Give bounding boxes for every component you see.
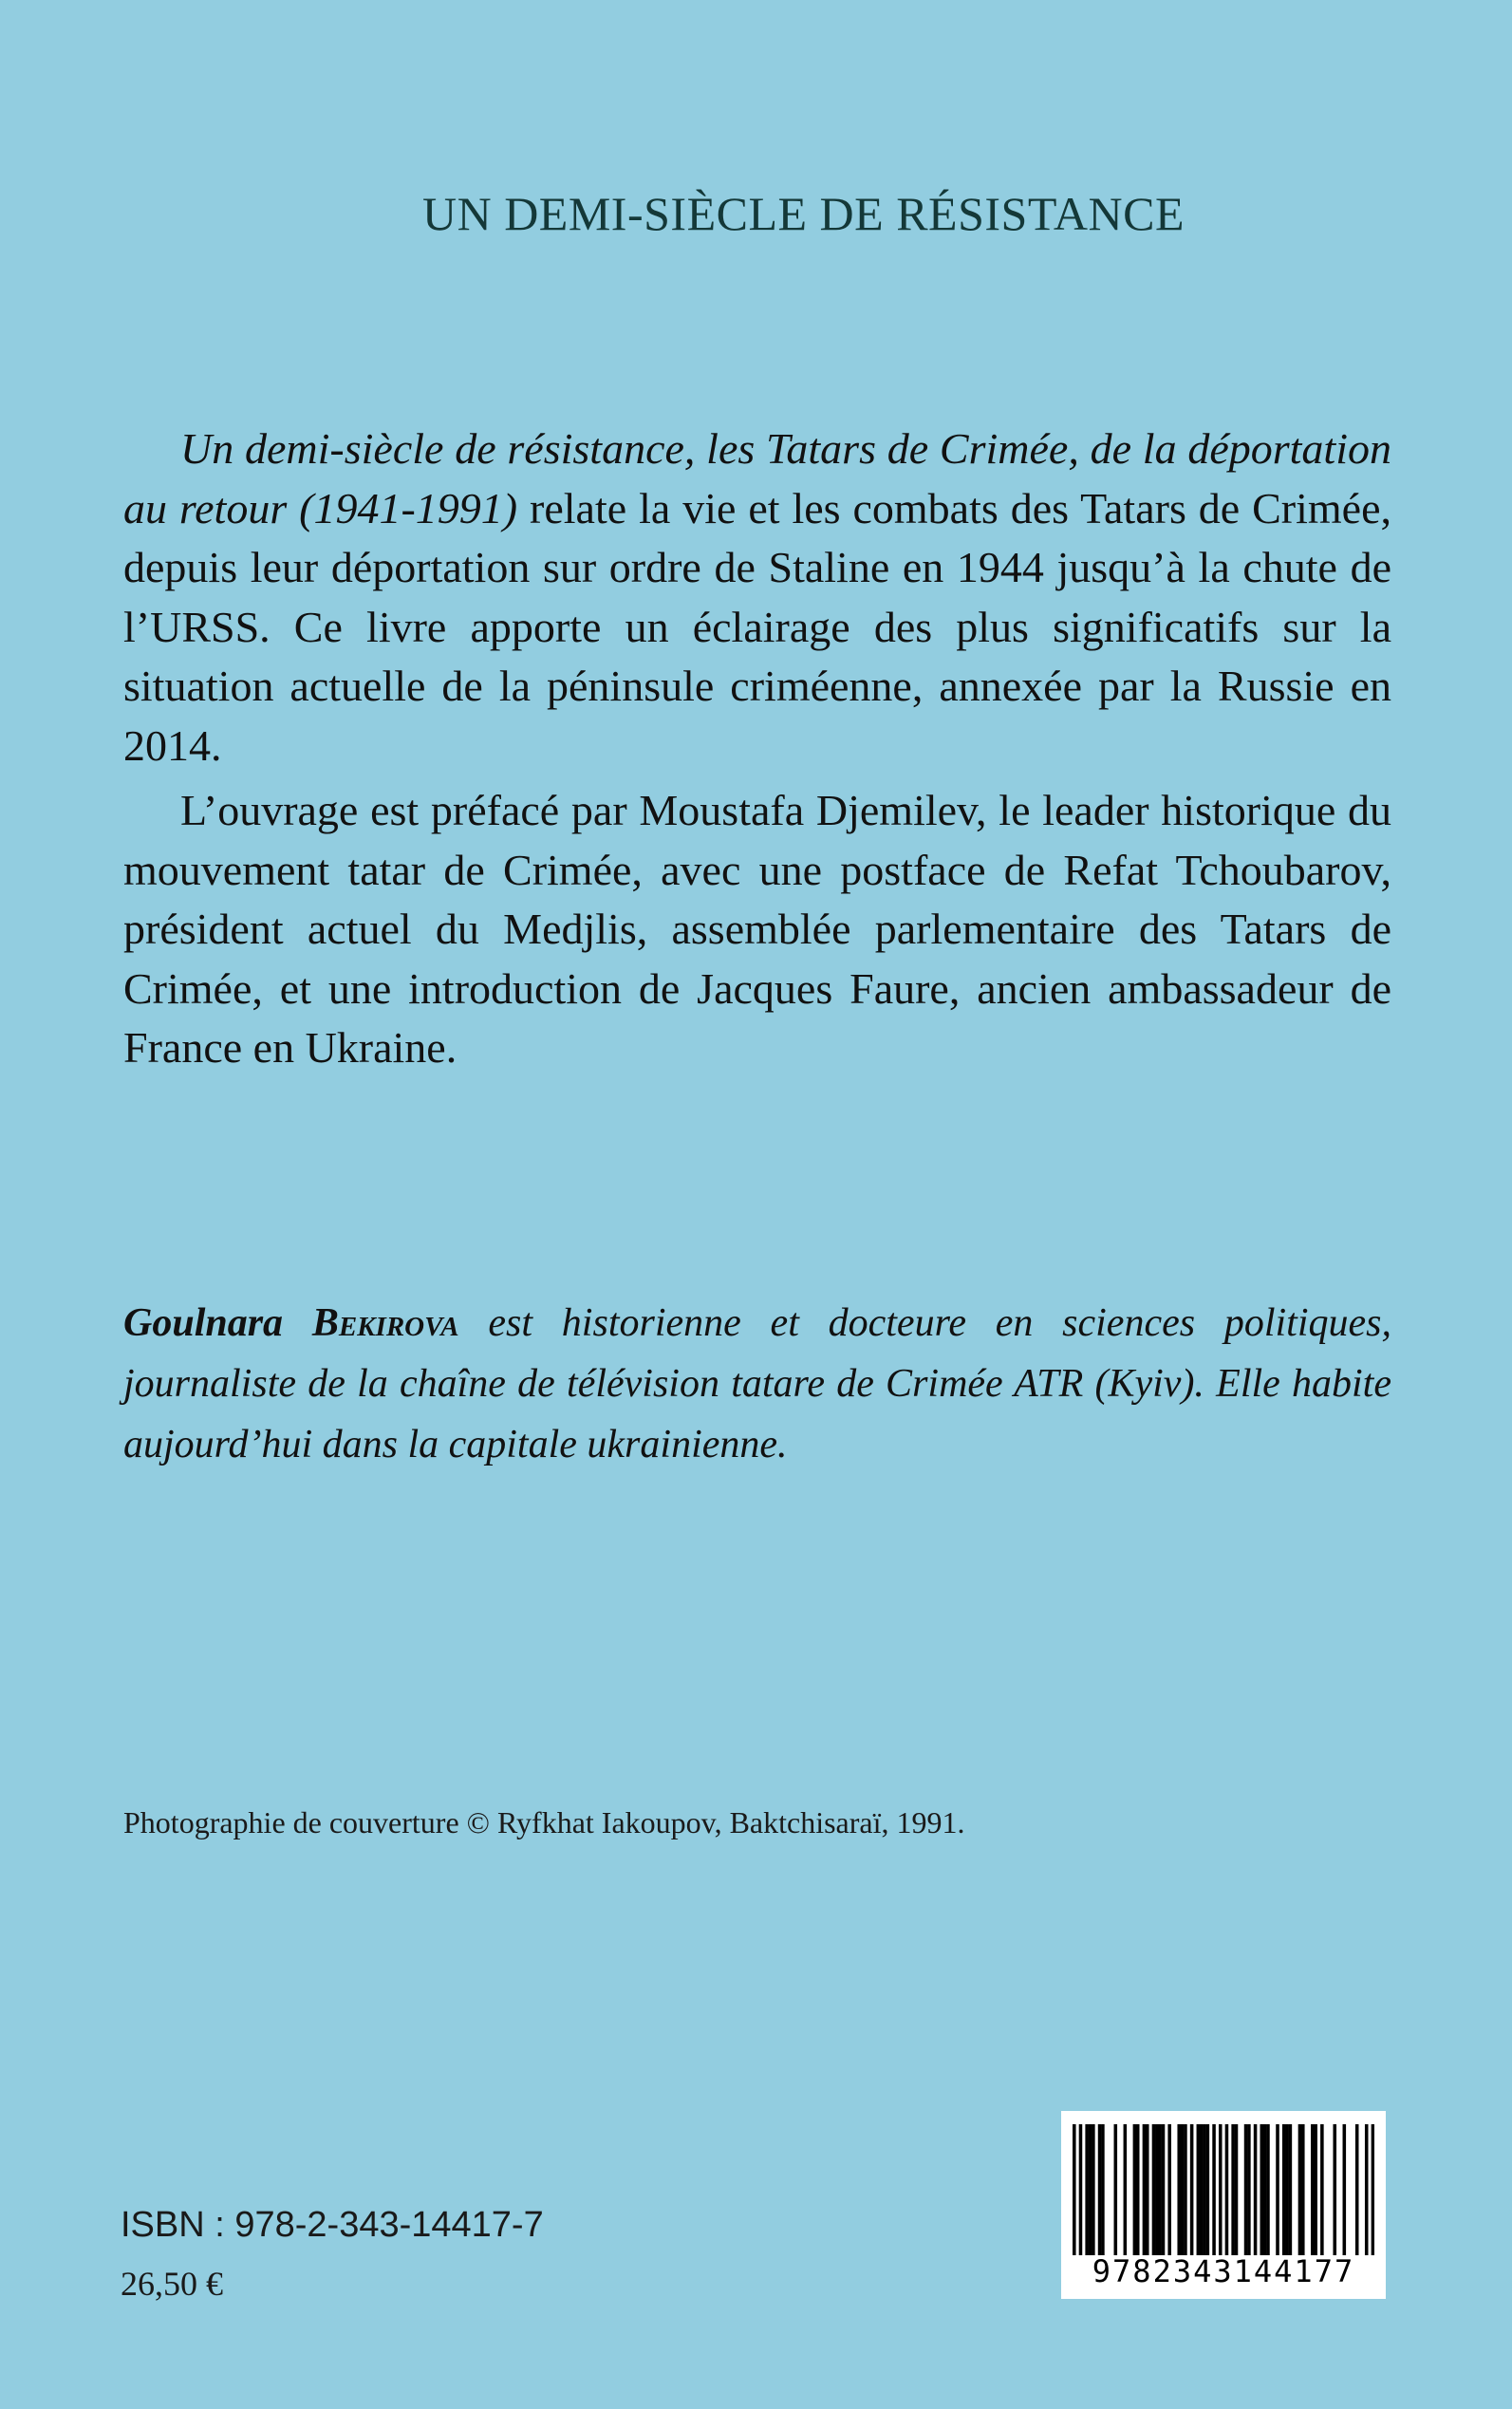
barcode-bar xyxy=(1235,2124,1239,2255)
barcode-bar xyxy=(1282,2124,1286,2255)
author-last-name: Bekirova xyxy=(311,1301,459,1345)
barcode-bar xyxy=(1197,2124,1201,2255)
barcode-bar xyxy=(1162,2124,1166,2255)
barcode-bar xyxy=(1333,2124,1336,2255)
barcode-bar xyxy=(1101,2124,1105,2255)
barcode-bar xyxy=(1089,2124,1092,2255)
barcode-bar xyxy=(1200,2124,1204,2255)
barcode-bar xyxy=(1177,2124,1181,2255)
barcode-bar xyxy=(1225,2124,1229,2255)
barcode-bar xyxy=(1124,2124,1128,2255)
barcode-bar xyxy=(1155,2124,1159,2255)
author-bio xyxy=(123,1293,1391,1475)
synopsis xyxy=(123,420,1391,1078)
barcode-bar xyxy=(1365,2124,1369,2255)
author-bio-text: est historienne et docteure en sciences politiques, journaliste de la chaîne de télévision tatare de Crimée ATR (Kyiv). Elle habite aujourd’hui dans la capitale ukrainienne. xyxy=(123,1301,1391,1466)
book-full-title: Un demi-siècle de résistance, les Tatars de Crimée, de la déportation au retour (1941-1991) xyxy=(123,424,1391,532)
barcode-bar xyxy=(1276,2124,1279,2255)
barcode-bar xyxy=(1289,2124,1293,2255)
barcode-bar xyxy=(1073,2124,1076,2255)
price: 26,50 € xyxy=(121,2265,223,2303)
barcode-bar xyxy=(1167,2124,1171,2255)
barcode-digits: 9782343144177 xyxy=(1092,2253,1355,2289)
barcode-bar xyxy=(1355,2124,1359,2255)
barcode-bar xyxy=(1266,2124,1270,2255)
barcode-bar xyxy=(1190,2124,1194,2255)
barcode-bar xyxy=(1152,2124,1156,2255)
barcode-bars xyxy=(1073,2124,1374,2255)
isbn: ISBN : 978-2-343-14417-7 xyxy=(121,2205,544,2245)
barcode-bar xyxy=(1343,2124,1347,2255)
barcode-bar xyxy=(1372,2124,1374,2255)
synopsis-paragraph-2: L’ouvrage est préfacé par Moustafa Djemilev, le leader historique du mouvement tatar de Crimée, avec une postface de Refat Tchoubarov, président actuel du Medjlis, assemblée parlementaire des Tatars de Crimée, et une introduction de Jacques Faure, ancien ambassadeur de France en Ukraine. xyxy=(123,786,1391,1072)
barcode-bar xyxy=(1184,2124,1187,2255)
barcode-bar xyxy=(1254,2124,1258,2255)
barcode-bar xyxy=(1285,2124,1289,2255)
barcode-bar xyxy=(1203,2124,1206,2255)
barcode-bar xyxy=(1181,2124,1185,2255)
barcode-bar xyxy=(1114,2124,1118,2255)
author-first-name: Goulnara xyxy=(123,1301,284,1345)
barcode-bar xyxy=(1133,2124,1137,2255)
barcode-bar xyxy=(1079,2124,1083,2255)
barcode-bar xyxy=(1158,2124,1162,2255)
synopsis-paragraph-1 xyxy=(123,420,1391,775)
barcode-bar xyxy=(1247,2124,1251,2255)
barcode-bar xyxy=(1320,2124,1324,2255)
barcode-bar xyxy=(1311,2124,1315,2255)
barcode-bar xyxy=(1314,2124,1317,2255)
barcode-bar xyxy=(1298,2124,1302,2255)
barcode-bar xyxy=(1212,2124,1216,2255)
barcode-bar xyxy=(1263,2124,1267,2255)
barcode-bar xyxy=(1301,2124,1305,2255)
barcode-bar xyxy=(1231,2124,1235,2255)
barcode-bar xyxy=(1098,2124,1102,2255)
barcode-bar xyxy=(1146,2124,1149,2255)
barcode-bar xyxy=(1244,2124,1248,2255)
barcode-bar xyxy=(1092,2124,1095,2255)
photo-credit: Photographie de couverture © Ryfkhat Iakoupov, Baktchisaraï, 1991. xyxy=(123,1805,965,1839)
back-cover-title: UN DEMI-SIÈCLE DE RÉSISTANCE xyxy=(421,187,1185,240)
barcode-bar xyxy=(1085,2124,1089,2255)
barcode-bar xyxy=(1136,2124,1140,2255)
barcode-bar xyxy=(1219,2124,1223,2255)
barcode xyxy=(1061,2111,1386,2299)
barcode-bar xyxy=(1260,2124,1263,2255)
synopsis-paragraph-1-text: relate la vie et les combats des Tatars de Crimée, depuis leur déportation sur ordre de Staline en 1944 jusqu’à la chute de l’URSS. Ce livre apporte un éclairage des plus significatifs sur la situation actuelle de la péninsule criméenne, annexée par la Russie en 2014. xyxy=(123,483,1392,770)
barcode-bar xyxy=(1143,2124,1147,2255)
barcode-bar xyxy=(1206,2124,1210,2255)
